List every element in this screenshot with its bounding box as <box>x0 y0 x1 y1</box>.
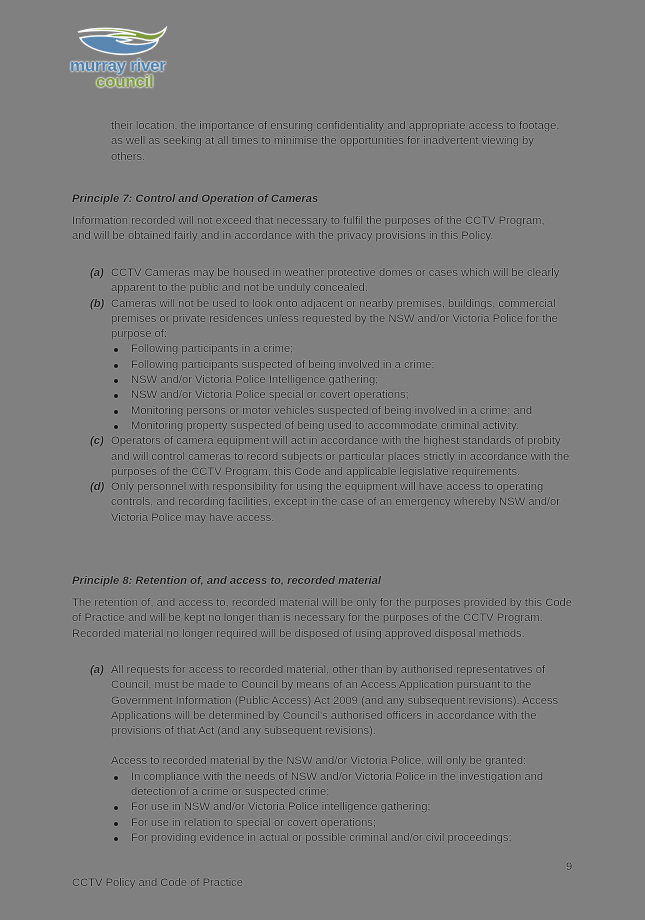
list-item-d <box>90 480 580 526</box>
bullet-item: For use in relation to special or covert operations; <box>109 816 580 831</box>
item-label: (a) <box>90 267 104 279</box>
item-text: All requests for access to recorded material, other than by authorised representatives of Council, must be made to Council by means of an Access Application pursuant to the Government Information (Public Access) Act 2009 (and any subsequent revisions). Access Applications will be determined by Council's authorised officers in accordance with the provisions of that Act (and any subsequent revisions). <box>111 664 559 738</box>
item-text: CCTV Cameras may be housed in weather protective domes or cases which will be clearly apparent to the public and not be unduly concealed. <box>111 267 560 295</box>
river-leaf-icon <box>76 26 168 56</box>
item-text: Operators of camera equipment will act in accordance with the highest standards of probity and will control cameras to record subjects or particular places strictly in accordance with the purposes of the CCTV Program, this Code and applicable legislative requirements. <box>111 435 570 478</box>
council-logo <box>70 26 180 92</box>
principle-7-intro: Information recorded will not exceed that necessary to fulfil the purposes of the CCTV Program, and will be obtained fairly and in accordance with the privacy provisions in this Policy. <box>72 215 545 243</box>
bullet-list <box>109 342 580 434</box>
bullet-item: Monitoring property suspected of being used to accommodate criminal activity. <box>109 419 580 434</box>
bullet-item: Monitoring persons or motor vehicles suspected of being involved in a crime; and <box>109 404 580 419</box>
item-text: Cameras will not be used to look onto adjacent or nearby premises, buildings, commercial premises or private residences unless requested by the NSW and/or Victoria Police for the purpose of: <box>111 297 558 341</box>
logo-text-murray-river: murray river <box>70 56 166 75</box>
principle-8-intro: The retention of, and access to, recorded material will be only for the purposes provided by this Code of Practice and will be kept no longer than is necessary for the purposes of the CCTV Program. Recorded material no longer required will be disposed of using approved disposal methods. <box>72 597 572 640</box>
list-item-c <box>90 434 580 480</box>
list-item-a <box>90 266 580 297</box>
page-number: 9 <box>566 861 573 873</box>
item-label: (a) <box>90 664 104 676</box>
continuation-paragraph: their location, the importance of ensuring confidentiality and appropriate access to footage, as well as seeking at all times to minimise the opportunities for inadvertent viewing by others. <box>111 120 560 163</box>
bullet-item: Following participants suspected of being involved in a crime; <box>109 358 580 373</box>
bullet-item: For use in NSW and/or Victoria Police intelligence gathering; <box>109 800 580 815</box>
bullet-item: NSW and/or Victoria Police Intelligence gathering; <box>109 373 580 388</box>
list-item-b <box>90 297 580 435</box>
principle-8-list <box>90 663 580 846</box>
list-item-a <box>90 663 580 846</box>
item-label: (c) <box>90 435 104 448</box>
bullet-item: In compliance with the needs of NSW and/or Victoria Police in the investigation and detection of a crime or suspected crime; <box>109 770 580 801</box>
principle-7-list <box>90 266 580 526</box>
item-label: (d) <box>90 481 105 494</box>
item-label: (b) <box>90 297 105 310</box>
footer-title: CCTV Policy and Code of Practice <box>72 877 243 889</box>
principle-8-heading: Principle 8: Retention of, and access to, recorded material <box>72 575 381 587</box>
principle-7-heading: Principle 7: Control and Operation of Cameras <box>72 193 319 205</box>
spacer <box>111 739 580 754</box>
item-text: Only personnel with responsibility for using the equipment will have access to operating controls, and recording facilities, except in the case of an emergency whereby NSW and/or Victoria Police may have access. <box>111 481 560 524</box>
bullet-item: Following participants in a crime; <box>109 342 580 357</box>
bullet-item: For providing evidence in actual or possible criminal and/or civil proceedings; <box>109 831 580 846</box>
sub-intro: Access to recorded material by the NSW and/or Victoria Police, will only be granted: <box>111 755 527 768</box>
bullet-item: NSW and/or Victoria Police special or covert operations; <box>109 388 580 403</box>
logo-text-council: council <box>96 72 154 91</box>
bullet-list <box>109 770 580 846</box>
